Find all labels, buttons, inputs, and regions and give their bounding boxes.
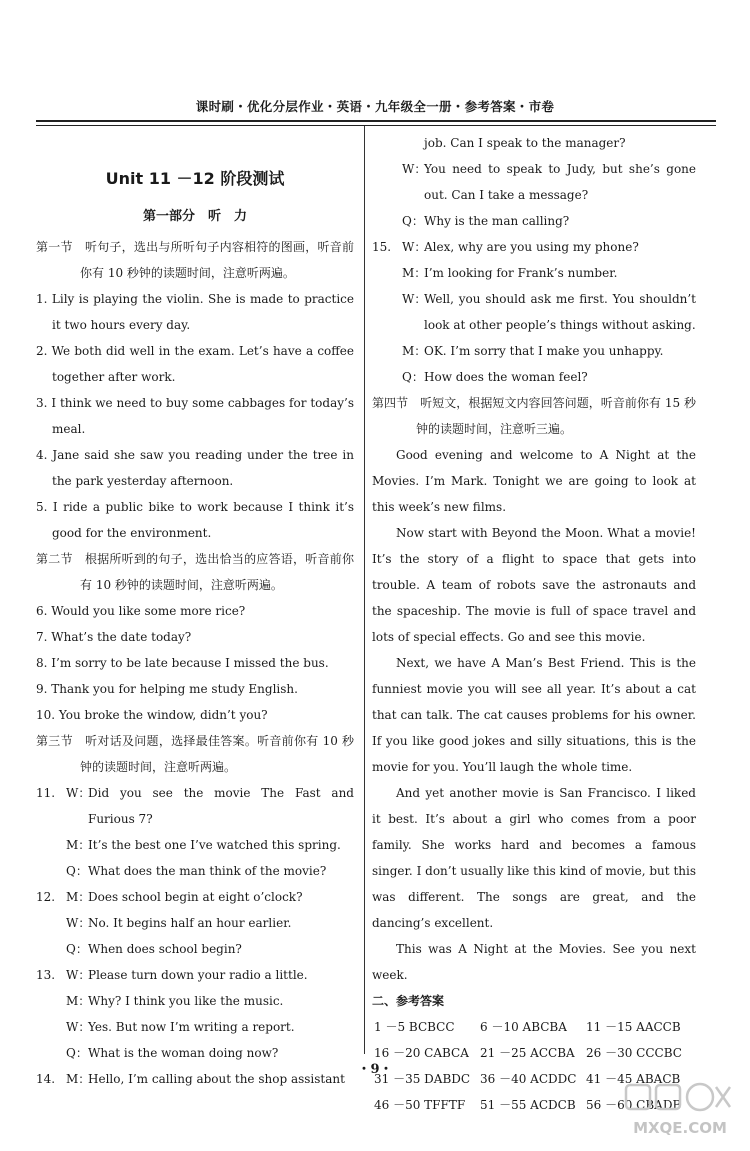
answer-group: 36 －40 ACDDC [480,1072,577,1086]
speaker: W： [66,968,91,982]
unit-title: Unit 11 －12 阶段测试 [105,169,285,188]
passage-paragraph: And yet another movie is San Francisco. I liked it best. It’s about a girl who comes from a poor family. She works hard and becomes a famous singer. I don’t usually like this kind of movie, but this was different. The songs are great, and the dancing’s excellent. [372,786,696,930]
dialogue-text: Yes. But now I’m writing a report. [88,1020,295,1034]
speaker: W： [402,162,427,176]
answer-group: 11 －15 AACCB [586,1020,681,1034]
question-number: 13. [36,968,56,982]
speaker: W： [402,292,427,306]
section-2-instruction: 第二节 根据所听到的句子，选出恰当的应答语，听音前你有 10 秒钟的读题时间，注意听两遍。 [36,552,354,592]
speaker: M： [66,838,91,852]
dialogue-text: Alex, why are you using my phone? [424,240,639,254]
question-number: 12. [36,890,56,904]
list-item: 8. I’m sorry to be late because I missed the bus. [36,656,329,670]
dialogue-text: How does the woman feel? [424,370,588,384]
list-item: 4. Jane said she saw you reading under the tree in the park yesterday afternoon. [36,448,354,488]
speaker: M： [402,266,427,280]
dialogue-line [372,338,696,364]
speaker: Q： [402,370,424,384]
speaker: W： [66,1020,91,1034]
question-number: 14. [36,1072,56,1086]
dialogue-line [36,780,354,832]
dialogue-line [36,988,354,1014]
dialogue-line [36,858,354,884]
page-number: ・9・ [357,1062,393,1077]
dialogue-line [372,156,696,208]
running-header: 课时刷・优化分层作业・英语・九年级全一册・参考答案・市卷 [195,99,555,114]
speaker: Q： [66,942,88,956]
list-item: 3. I think we need to buy some cabbages for today’s meal. [36,396,354,436]
dialogue-text: What is the woman doing now? [88,1046,279,1060]
dialogue-line [36,832,354,858]
answer-group: 41 －45 ABACB [586,1072,681,1086]
answer-group: 16 －20 CABCA [374,1046,469,1060]
answer-group: 1 －5 BCBCC [374,1020,455,1034]
list-item: 2. We both did well in the exam. Let’s have a coffee together after work. [36,344,354,384]
dialogue-text: Did you see the movie The Fast and Furious 7? [88,786,354,826]
dialogue-text: No. It begins half an hour earlier. [88,916,292,930]
header-rule [36,120,716,126]
answer-group: 31 －35 DABDC [374,1072,471,1086]
answers-title: 二、参考答案 [372,994,445,1008]
answer-group: 26 －30 CCCBC [586,1046,682,1060]
speaker: Q： [66,864,88,878]
speaker: Q： [402,214,424,228]
column-divider [364,126,365,1054]
dialogue-text: Does school begin at eight o’clock? [88,890,303,904]
passage-paragraph: Now start with Beyond the Moon. What a movie! It’s the story of a flight to space that gets into trouble. A team of robots save the astronauts and the spaceship. The movie is full of space travel and lots of special effects. Go and see this movie. [372,526,696,644]
list-item: 5. I ride a public bike to work because I think it’s good for the environment. [36,500,354,540]
dialogue-line [36,1014,354,1040]
dialogue-text: Why? I think you like the music. [88,994,284,1008]
answer-group: 51 －55 ACDCB [480,1098,576,1112]
right-column [372,130,696,1118]
passage-paragraph: Next, we have A Man’s Best Friend. This is the funniest movie you will see all year. It’s about a cat that can talk. The cat causes problems for his owner. If you like good jokes and silly situations, this is the movie for you. You’ll laugh the whole time. [372,656,696,774]
speaker: M： [66,994,91,1008]
dialogue-line [36,962,354,988]
answer-group: 46 －50 TFFTF [374,1098,466,1112]
dialogue-text: You need to speak to Judy, but she’s gone out. Can I take a message? [424,162,696,202]
dialogue-text: What does the man think of the movie? [88,864,327,878]
dialogue-text: When does school begin? [88,942,242,956]
dialogue-line [36,884,354,910]
speaker: M： [66,1072,91,1086]
speaker: M： [402,344,427,358]
dialogue-text: I’m looking for Frank’s number. [424,266,618,280]
list-item: 1. Lily is playing the violin. She is made to practice it two hours every day. [36,292,354,332]
dialogue-text: OK. I’m sorry that I make you unhappy. [424,344,664,358]
list-item: 9. Thank you for helping me study English. [36,682,298,696]
speaker: M： [66,890,91,904]
dialogue-line [372,130,696,156]
watermark-text: MXQE.COM [633,1119,727,1137]
speaker: W： [66,786,91,800]
dialogue-text: job. Can I speak to the manager? [424,136,626,150]
list-item: 7. What’s the date today? [36,630,192,644]
section-1-instruction: 第一节 听句子，选出与所听句子内容相符的图画，听音前你有 10 秒钟的读题时间，注意听两遍。 [36,240,354,280]
dialogue-text: Hello, I’m calling about the shop assistant [88,1072,345,1086]
dialogue-line [36,936,354,962]
passage-paragraph: This was A Night at the Movies. See you next week. [372,942,696,982]
left-column [36,130,354,1092]
dialogue-text: It’s the best one I’ve watched this spring. [88,838,341,852]
list-item: 10. You broke the window, didn’t you? [36,708,268,722]
speaker: Q： [66,1046,88,1060]
section-3-instruction: 第三节 听对话及问题，选择最佳答案。听音前你有 10 秒钟的读题时间，注意听两遍。 [36,734,354,774]
dialogue-line [372,364,696,390]
section-4-instruction: 第四节 听短文，根据短文内容回答问题，听音前你有 15 秒钟的读题时间，注意听三遍。 [372,396,696,436]
question-number: 15. [372,240,392,254]
answer-group: 56 －60 CBADB [586,1098,682,1112]
list-item: 6. Would you like some more rice? [36,604,246,618]
dialogue-line [36,910,354,936]
speaker: W： [66,916,91,930]
dialogue-line [372,234,696,260]
part-title: 第一部分 听 力 [142,209,247,224]
answer-group: 6 －10 ABCBA [480,1020,567,1034]
watermark-logo [620,1079,740,1141]
dialogue-line [372,286,696,338]
dialogue-line [372,208,696,234]
answer-group: 21 －25 ACCBA [480,1046,575,1060]
dialogue-text: Please turn down your radio a little. [88,968,308,982]
dialogue-text: Well, you should ask me first. You shouldn’t look at other people’s things without asking. [424,292,696,332]
dialogue-text: Why is the man calling? [424,214,570,228]
speaker: W： [402,240,427,254]
question-number: 11. [36,786,56,800]
passage-paragraph: Good evening and welcome to A Night at the Movies. I’m Mark. Tonight we are going to look at this week’s new films. [372,448,696,514]
dialogue-line [372,260,696,286]
